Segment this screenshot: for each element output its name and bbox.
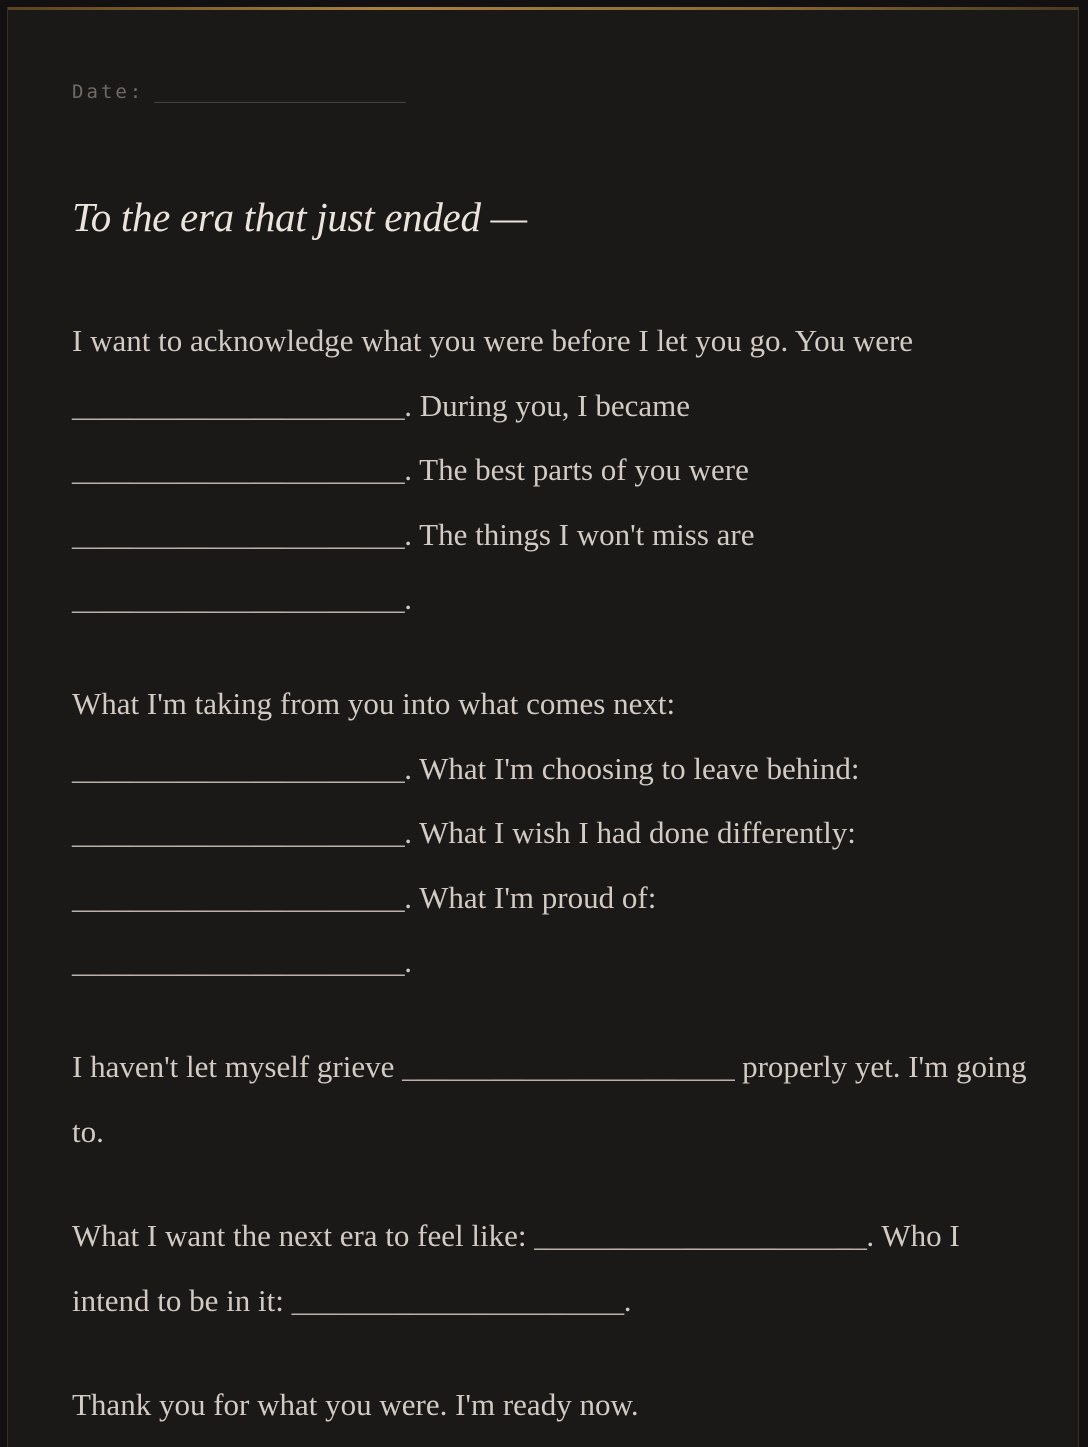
- gold-accent-rule: [8, 7, 1078, 10]
- fill-in-blank[interactable]: ______________________: [72, 944, 405, 979]
- text-segment: . What I'm choosing to leave behind:: [404, 750, 860, 786]
- text-segment: . Who I intend to be in it:: [72, 1218, 960, 1318]
- fill-in-blank[interactable]: ______________________: [72, 452, 405, 487]
- fill-in-blank[interactable]: ______________________: [72, 516, 405, 552]
- text-segment: . The things I won't miss are: [404, 516, 755, 552]
- text-segment: . What I'm proud of:: [404, 879, 657, 915]
- fill-in-blank[interactable]: ______________________: [534, 1218, 867, 1253]
- fill-in-blank[interactable]: ______________________: [72, 581, 405, 616]
- text-segment: I want to acknowledge what you were before I let you go. You were: [72, 323, 914, 358]
- letter-heading: To the era that just ended —: [72, 194, 527, 240]
- fill-in-blank[interactable]: ______________________: [72, 879, 405, 915]
- date-label: Date:: [72, 81, 145, 103]
- letter-card: [7, 7, 1079, 1447]
- text-segment: .: [404, 581, 412, 616]
- fill-in-blank[interactable]: ______________________: [72, 387, 405, 423]
- text-segment: . What I wish I had done differently:: [404, 815, 856, 850]
- paragraph-acknowledge: [72, 309, 1032, 632]
- paragraph-taking-forward: [72, 672, 1032, 995]
- closing-line: Thank you for what you were. I'm ready now.: [72, 1387, 639, 1422]
- fill-in-blank[interactable]: ______________________: [72, 815, 405, 850]
- paragraph-grieve: [72, 1035, 1032, 1164]
- text-segment: .: [623, 1282, 632, 1318]
- fill-in-blank[interactable]: ______________________: [402, 1049, 735, 1084]
- text-segment: . During you, I became: [404, 387, 690, 423]
- text-segment: What I'm taking from you into what comes next:: [72, 686, 676, 721]
- text-segment: .: [404, 944, 412, 979]
- text-segment: . The best parts of you were: [404, 452, 749, 487]
- text-segment: What I want the next era to feel like:: [72, 1218, 535, 1253]
- text-segment: properly yet. I'm going to.: [72, 1049, 1027, 1149]
- date-blank[interactable]: ______________________: [154, 81, 406, 103]
- fill-in-blank[interactable]: ______________________: [72, 750, 405, 786]
- fill-in-blank[interactable]: ______________________: [291, 1282, 624, 1318]
- text-segment: I haven't let myself grieve: [72, 1049, 403, 1084]
- paragraph-next-era: [72, 1204, 1032, 1333]
- date-line: [72, 81, 406, 103]
